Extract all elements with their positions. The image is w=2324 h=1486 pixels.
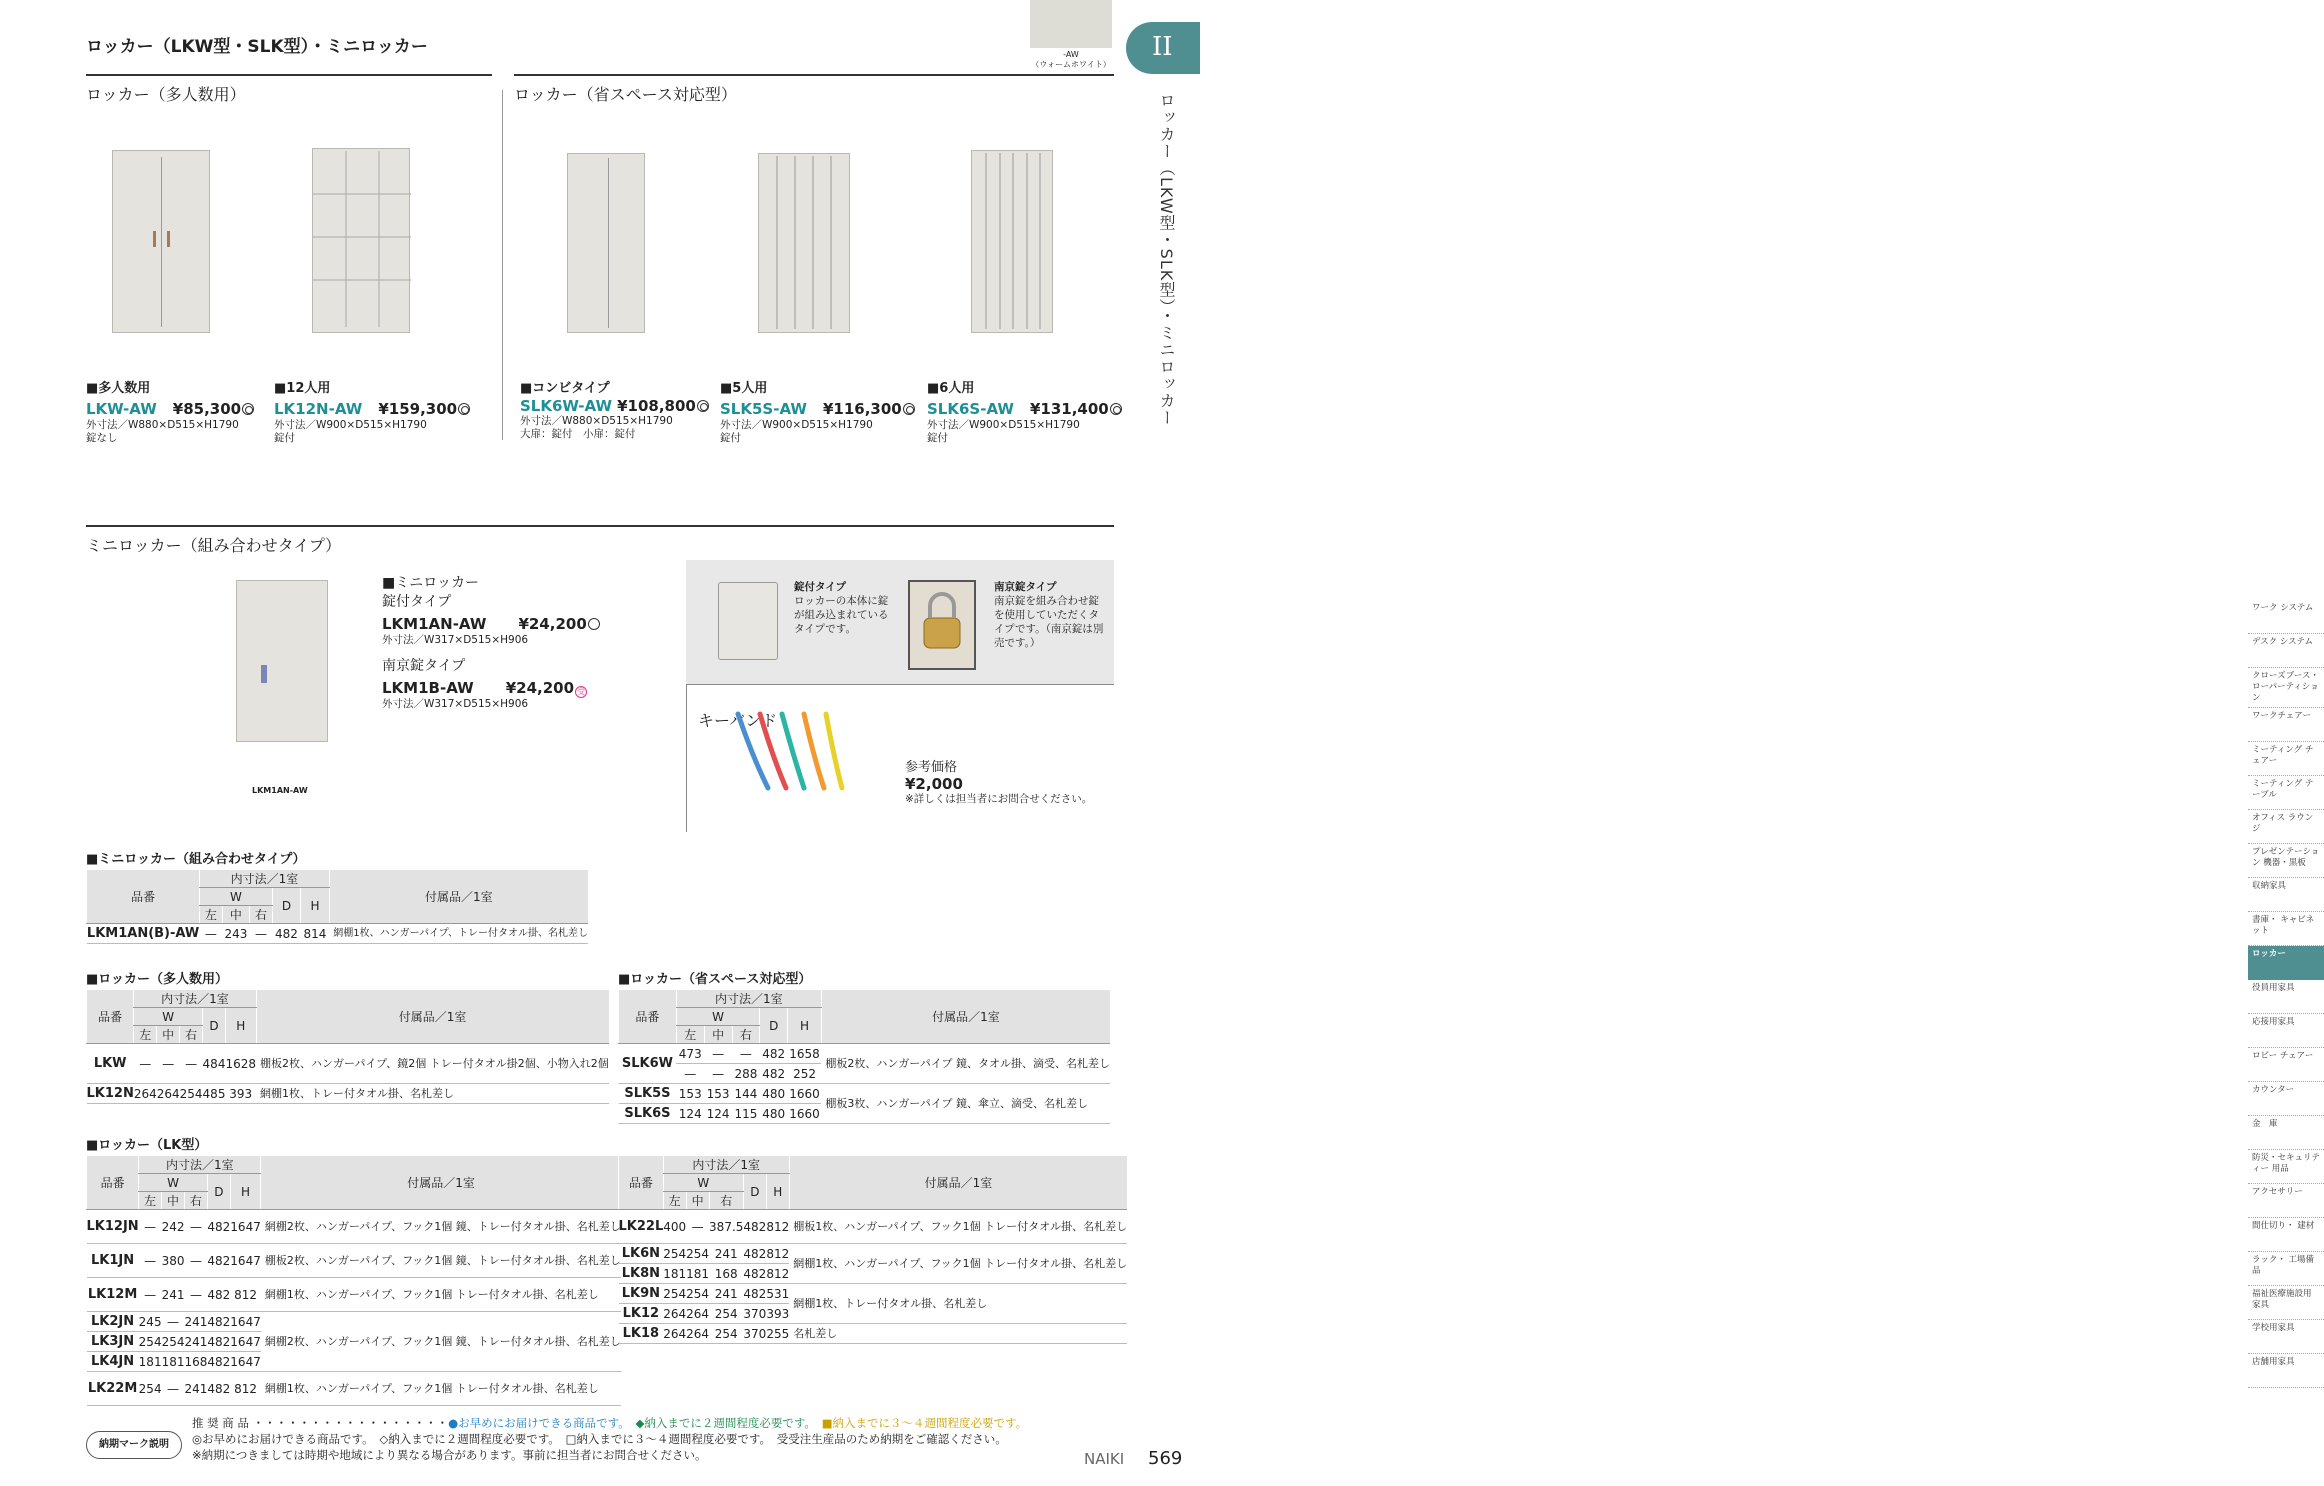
table-row: SLK6W 473 — — 482 1658 棚板2枚、ハンガーパイプ 鏡、タオル掛、滴受、名札差し [619,1044,1111,1064]
product-image-slk5s [758,153,850,333]
table-row: LK8N 181 181 168 482 812 [619,1264,1128,1284]
padlock-text: 南京錠を組み合わせ錠を使用していただくタイプです。（南京錠は別売です。） [994,595,1104,649]
page-number: 569 [1148,1448,1183,1469]
footer-legend: 推 奨 商 品 ・・・・・・・・・・・・・・・・・●お早めにお届けできる商品です。 ◆納入までに２週間程度必要です。 ■納入までに３〜４週間程度必要です。 ◎お早めにお届けできる商品です。 ◇納入までに２週間程度必要です。 □納入までに３〜４週間程度必要です。 受受注生産品のため納期をご確認ください。 ※納期につきましては時期や地域により異なる場合があります。事前に担当者にお問合せください。 [192,1416,1028,1462]
mini-info: ■ミニロッカー 錠付タイプ LKM1AN-AW ¥24,200 外寸法／W317×D515×H906 南京錠タイプ LKM1B-AW ¥24,200 受 外寸法／W317×D515×H906 [382,576,602,711]
sidebar-item[interactable]: ミーティング チェアー [2248,742,2324,776]
sidebar-item[interactable]: ワークチェアー [2248,708,2324,742]
table-row: LK22L 400 — 387.5 482 812 棚板1枚、ハンガーパイプ、フック1個 トレー付タオル掛、名札差し [619,1210,1128,1244]
table-row: — — 288 482 252 [619,1064,1111,1084]
sidebar-item[interactable]: デスク システム [2248,634,2324,668]
lock-title: 錠付タイプ [794,581,846,593]
sidebar-item[interactable]: 防災・セキュリティー 用品 [2248,1150,2324,1184]
sidebar-item[interactable]: ラック・ 工場備品 [2248,1252,2324,1286]
swatch-label [1030,50,1112,70]
product-slk5s: ■5人用 SLK5S-AW ¥116,300 外寸法／W900×D515×H1790 錠付 [720,381,920,445]
table-row: LK12M — 241 — 482 812 網棚1枚、ハンガーパイプ、フック1個 トレー付タオル掛、名札差し [87,1278,621,1312]
keyband-image [728,708,868,804]
stock-mark-icon [458,403,470,415]
keyband-price: 参考価格 ¥2,000 ※詳しくは担当者にお問合せください。 [905,760,1093,805]
sidebar-item[interactable]: 店舗用家具 [2248,1354,2324,1388]
section-mini: ミニロッカー（組み合わせタイプ） [86,536,342,555]
table-mini-title: ■ミニロッカー（組み合わせタイプ） [86,852,306,867]
sidebar-item[interactable]: 収納家具 [2248,878,2324,912]
lock-type-panel [686,560,1114,684]
table-row: LK3JN 254 254 241 482 1647 [87,1332,621,1352]
sidebar-item[interactable]: オフィス ラウンジ [2248,810,2324,844]
sidebar-item[interactable]: ロビー チェアー [2248,1048,2324,1082]
table-row: LK4JN 181 181 168 482 1647 [87,1352,621,1372]
sidebar-item[interactable]: クローズブース・ ローパーティション [2248,668,2324,708]
stock-mark-icon [242,403,254,415]
sidebar-item[interactable]: 福祉医療施設用 家具 [2248,1286,2324,1320]
chapter-tab[interactable]: II [1126,22,1200,74]
page-title: ロッカー（LKW型・SLK型）・ミニロッカー [86,37,428,57]
table-row: LK18 264 264 254 370 255 名札差し [619,1324,1128,1344]
vertical-title: ロッカー（LKW型・SLK型）・ミニロッカー [1157,92,1176,427]
mini-image-label: LKM1AN-AW [252,786,308,795]
table-lk: 品番 内寸法／1室 付属品／1室 W D H 左 中 右 LK12JN — 242 — 482 1647 網棚2枚、ハンガーパイプ、フック1個 鏡、トレー付タオル掛、名札差し LK1JN — 380 — 482 1647 棚板2枚、ハンガーパイプ、フック1個 鏡、トレー付タオル掛、名札差し LK12M — 241 — 482 812 網棚1枚、ハンガーパイプ、フック1個 トレー付タオル掛、名札差し LK2JN 245 — 241 482 1647 網棚2枚、ハンガーパイプ、フック1個 鏡、トレー付タオル掛、名札差し LK3JN 254 254 241 482 1647 LK4JN 181 181 168 482 1647 LK22M 254 — 241 482 812 網棚1枚、ハンガーパイプ、フック1個 トレー付タオル掛、名札差し [86,1156,621,1406]
sidebar-item[interactable]: ミーティング テーブル [2248,776,2324,810]
sidebar-item[interactable]: 金 庫 [2248,1116,2324,1150]
table-row: LK12 264 264 254 370 393 [619,1304,1128,1324]
table-lk-2: 品番 内寸法／1室 付属品／1室 W D H 左 中 右 LK22L 400 — 387.5 482 812 棚板1枚、ハンガーパイプ、フック1個 トレー付タオル掛、名札差し LK6N 254 254 241 482 812 網棚1枚、ハンガーパイプ、フック1個 トレー付タオル掛、名札差し LK8N 181 181 168 482 812 LK9N 254 254 241 482 531 網棚1枚、トレー付タオル掛、名札差し LK12 264 264 254 370 393 LK18 264 264 254 370 255 名札差し [618,1156,1127,1344]
table-row: LK1JN — 380 — 482 1647 棚板2枚、ハンガーパイプ、フック1個 鏡、トレー付タオル掛、名札差し [87,1244,621,1278]
sidebar-item[interactable]: 間仕切り・ 建材 [2248,1218,2324,1252]
stock-mark-icon [697,400,709,412]
sidebar [1124,600,2320,1388]
product-slk6s: ■6人用 SLK6S-AW ¥131,400 外寸法／W900×D515×H1790 錠付 [927,381,1122,445]
padlock-image [908,580,976,670]
color-swatch [1030,0,1112,48]
table-row: LK6N 254 254 241 482 812 網棚1枚、ハンガーパイプ、フック1個 トレー付タオル掛、名札差し [619,1244,1128,1264]
table-row: LK9N 254 254 241 482 531 網棚1枚、トレー付タオル掛、名札差し [619,1284,1128,1304]
swatch-name: （ウォームホワイト） [1031,60,1111,69]
swatch-code: -AW [1063,50,1079,59]
table-row: LK12N 264 264 254 485 393 網棚1枚、トレー付タオル掛、名札差し [87,1084,609,1104]
table-lk-title: ■ロッカー（LK型） [86,1138,208,1153]
sidebar-item[interactable]: ロッカー [2248,946,2324,980]
table-mini: 品番 内寸法／1室 付属品／1室 W D H 左 中 右 LKM1AN(B)-AW — 243 — 482 814 網棚1枚、ハンガーパイプ、トレー付タオル掛、名札差し [86,870,588,944]
sidebar-item[interactable]: 応接用家具 [2248,1014,2324,1048]
table-row: LK22M 254 — 241 482 812 網棚1枚、ハンガーパイプ、フック1個 トレー付タオル掛、名札差し [87,1372,621,1406]
table-row: SLK5S 153 153 144 480 1660 棚板3枚、ハンガーパイプ 鏡、傘立、滴受、名札差し [619,1084,1111,1104]
stock-mark-icon [903,403,915,415]
keyband-title: キーバンド [698,711,778,730]
table-space: 品番 内寸法／1室 付属品／1室 W D H 左 中 右 SLK6W 473 — — 482 1658 棚板2枚、ハンガーパイプ 鏡、タオル掛、滴受、名札差し — — 288 482 252 SLK5S 153 153 144 480 1660 棚板3枚、ハンガーパイプ 鏡、傘立、滴受、名札差し SLK6S 124 124 115 480 1660 [618,990,1110,1124]
table-row: LK12JN — 242 — 482 1647 網棚2枚、ハンガーパイプ、フック1個 鏡、トレー付タオル掛、名札差し [87,1210,621,1244]
product-lkw: ■多人数用 LKW-AW ¥85,300 外寸法／W880×D515×H1790 錠なし [86,381,266,445]
product-lk12n: ■12人用 LK12N-AW ¥159,300 外寸法／W900×D515×H1790 錠付 [274,381,474,445]
product-image-slk6w [567,153,645,333]
product-image-lkw [112,150,210,333]
table-row: SLK6S 124 124 115 480 1660 [619,1104,1111,1124]
product-image-lkm1an [236,580,328,742]
sidebar-item[interactable]: 役員用家具 [2248,980,2324,1014]
sidebar-item[interactable]: 学校用家具 [2248,1320,2324,1354]
stock-mark-icon [1110,403,1122,415]
table-multi-title: ■ロッカー（多人数用） [86,972,229,987]
brand: NAIKI [1084,1450,1125,1468]
lock-text: ロッカーの本体に錠が組み込まれているタイプです。 [794,595,889,635]
sidebar-item[interactable]: アクセサリー [2248,1184,2324,1218]
table-row: LKW — — — 484 1628 棚板2枚、ハンガーパイプ、鏡2個 トレー付タオル掛2個、小物入れ2個 [87,1044,609,1084]
sidebar-item[interactable]: カウンター [2248,1082,2324,1116]
lock-image [718,582,778,660]
product-image-slk6s [971,150,1053,333]
delivery-mark-legend: 納期マーク説明 [86,1431,182,1459]
product-slk6w: ■コンビタイプ SLK6W-AW ¥108,800 外寸法／W880×D515×H1790 大扉：錠付 小扉：錠付 [520,381,720,441]
sidebar-item[interactable]: プレゼンテーション 機器・黒板 [2248,844,2324,878]
sidebar-item[interactable]: ワーク システム [2248,600,2324,634]
section-space: ロッカー（省スペース対応型） [514,85,737,104]
table-row: LKM1AN(B)-AW — 243 — 482 814 網棚1枚、ハンガーパイプ、トレー付タオル掛、名札差し [87,924,589,944]
table-multi: 品番 内寸法／1室 付属品／1室 W D H 左 中 右 LKW — — — 484 1628 棚板2枚、ハンガーパイプ、鏡2個 トレー付タオル掛2個、小物入れ2個 LK12N 264 264 254 485 393 網棚1枚、トレー付タオル掛、名札差し [86,990,609,1104]
padlock-title: 南京錠タイプ [994,581,1057,593]
sidebar-item[interactable]: 書庫・ キャビネット [2248,912,2324,946]
table-space-title: ■ロッカー（省スペース対応型） [618,972,812,987]
table-row: LK2JN 245 — 241 482 1647 網棚2枚、ハンガーパイプ、フック1個 鏡、トレー付タオル掛、名札差し [87,1312,621,1332]
product-image-lk12n [312,148,410,333]
section-multi: ロッカー（多人数用） [86,85,246,104]
